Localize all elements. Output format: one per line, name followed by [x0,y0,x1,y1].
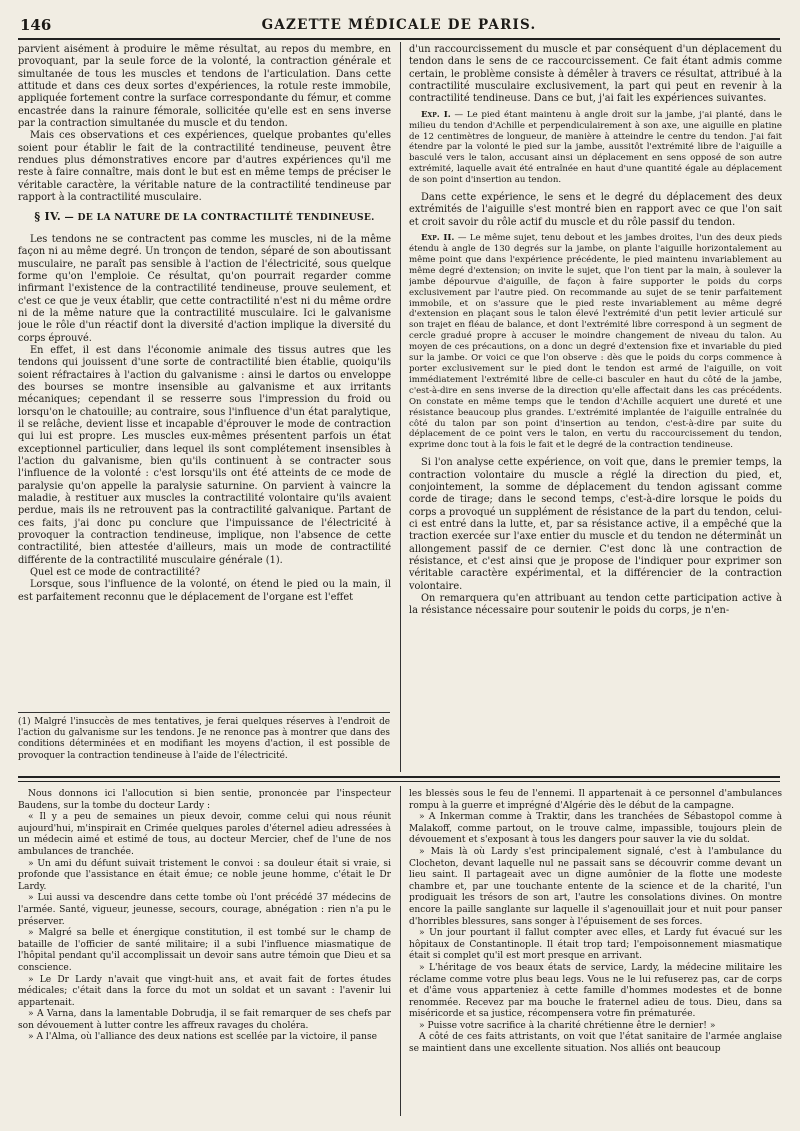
section-separator-thin [18,781,780,782]
bottom-left-column [18,789,391,1119]
paragraph: » A Varna, dans la lamentable Dobrudja, il se fait remarquer de ses chefs par son dévouement à lutter contre les affreux ravages du choléra. [18,1009,391,1031]
header-rule [18,38,780,40]
bottom-right-column [409,789,782,1119]
paragraph: » Le Dr Lardy n'avait que vingt-huit ans, et avait fait de fortes études médicales; c'était dans la force du mot un soldat et un savant : l'avenir lui appartenait. [18,974,391,1008]
paragraph: Dans cette expérience, le sens et le degré du déplacement des deux extrémités de l'aiguille s'est montré bien en rapport avec ce que l'on sait et croit savoir du rôle actif du muscle et du rôle passif du tendon. [409,192,782,228]
section-number: § IV. [34,210,62,224]
paragraph: parvient aisément à produire le même résultat, au repos du membre, en provoquant, par la seule force de la volonté, la contraction générale et simultanée de tous les muscles et tendons de l'articulation. Dans cette attitude et dans ces deux sortes d'expériences, la rotule reste immobile, appliquée fortement contre la surface correspondante du fémur, et comme encastrée dans la rainure fémorale, sollicitée qu'elle est en sens inverse par la contraction simultanée du muscle et du tendon. [18,44,391,130]
paragraph: » A Inkerman comme à Traktir, dans les tranchées de Sébastopol comme à Malakoff, comme partout, on le trouve calme, impassible, toujours plein de dévouement et s'exposant à tous les dangers pour sauver la vie du soldat. [409,812,782,846]
experiment-2 [409,233,782,451]
paragraph: » Lui aussi va descendre dans cette tombe où l'ont précédé 37 médecins de l'armée. Santé, vigueur, jeunesse, secours, courage, abnégation : rien n'a pu le préserver. [18,893,391,927]
column-divider-top [400,42,401,772]
experiment-text: — Le pied étant maintenu à angle droit sur la jambe, j'ai planté, dans le milieu du tendon d'Achille et perpendiculairement à son axe, une aiguille en platine de 12 centimètres de longueur, de manière à atteindre le centre du tendon. J'ai fait étendre par la volonté le pied sur la jambe, aussitôt l'extrémité libre de l'aiguille a basculé vers le talon, accusant ainsi un déplacement en sens opposé de son autre extrémité, laquelle avait été entraînée en haut d'une quantité égale au déplacement de son point d'insertion au tendon. [409,109,782,186]
top-right-column [409,44,782,772]
section-separator [18,776,780,778]
footnote-rule [18,712,390,713]
footnote [18,712,390,762]
experiment-1 [409,110,782,186]
paragraph: « Il y a peu de semaines un pieux devoir, comme celui qui nous réunit aujourd'hui, m'inspirait en Crimée quelques paroles d'éternel adieu adressées à un médecin aimé et estimé de tous, au docteur Mercier, chef de l'une de nos ambulances de tranchée. [18,812,391,857]
paragraph: On remarquera qu'en attribuant au tendon cette participation active à la résistance nécessaire pour soutenir le poids du corps, je n'en- [409,593,782,617]
paragraph: Si l'on analyse cette expérience, on voit que, dans le premier temps, la contraction volontaire du muscle a réglé la direction du pied, et, conjointement, la somme de déplacement du tendon agissant comme corde de tirage; dans le second temps, c'est-à-dire lorsque le poids du corps a provoqué un supplément de résistance de la part du tendon, celui-ci est entré dans la lutte, et, par sa résistance active, il a empêché que la traction exercée sur l'axe entier du muscle et du tendon ne déterminât un allongement passif de ce dernier. C'est donc là une contraction de résistance, et c'est ainsi que je propose de l'indiquer pour exprimer son véritable caractère expérimental, et la différencier de la contraction volontaire. [409,457,782,592]
section-heading [18,211,391,224]
paragraph: A côté de ces faits attristants, on voit que l'état sanitaire de l'armée anglaise se maintient dans une excellente situation. Nos alliés ont beaucoup [409,1032,782,1055]
paragraph: En effet, il est dans l'économie animale des tissus autres que les tendons qui jouissent d'une sorte de contractilité bien établie, quoiqu'ils soient réfractaires à l'action du galvanisme : ainsi le dartos ou enveloppe des bourses se montre insensible au galvanisme et aux irritants mécaniques; cependant il se resserre sous l'impression du froid ou lorsqu'on le chatouille; au contraire, sous l'influence d'un état paralytique, il se relâche, devient lisse et incapable d'éprouver le mode de contraction qui lui est propre. Les muscles eux-mêmes présentent parfois un état exceptionnel particulier, dans lequel ils sont complétement insensibles à l'action du galvanisme, bien qu'ils continuent à se contracter sous l'influence de la volonté : c'est lorsqu'ils ont été atteints de ce mode de paralysie qu'on appelle la paralysie saturnine. On parvient à vaincre la maladie, à restituer aux muscles la contractilité volontaire qu'ils avaient perdue, mais ils ne retrouvent pas la contractilité galvanique. Partant de ces faits, j'ai donc pu conclure que l'impuissance de l'électricité à provoquer la contraction tendineuse, implique, non l'absence de cette contractilité, bien attestée d'ailleurs, mais un mode de contractilité différente de la contractilité musculaire générale (1). [18,344,391,566]
experiment-label: Exp. I. [421,109,451,120]
experiment-label: Exp. II. [421,233,455,244]
paragraph: Mais ces observations et ces expériences, quelque probantes qu'elles soient pour établir le fait de la contractilité tendineuse, peuvent être rendues plus démonstratives encore par d'autres expériences qu'il me reste à faire connaître, mais dont le but est en même temps de préciser le véritable caractère, la véritable nature de la contractilité tendineuse par rapport à la contractilité musculaire. [18,130,391,204]
paragraph: » Un ami du défunt suivait tristement le convoi : sa douleur était si vraie, si profonde que l'assistance en était émue; ce noble jeune homme, c'était le Dr Lardy. [18,858,391,892]
paragraph: Quel est ce mode de contractilité? [30,567,201,579]
paragraph: Nous donnons ici l'allocution si bien sentie, prononcée par l'inspecteur Baudens, sur la tombe du docteur Lardy : [18,789,391,811]
paragraph: Lorsque, sous l'influence de la volonté, on étend le pied ou la main, il est parfaitement reconnu que le déplacement de l'organe est l'effet [18,579,391,603]
page-header [18,14,780,36]
top-left-column [18,44,391,708]
paragraph: » Mais là où Lardy s'est principalement signalé, c'est à l'ambulance du Clocheton, devant laquelle nul ne passait sans se découvrir comme devant un lieu saint. Il partageait avec un digne aumônier de la flotte une modeste chambre et, par une touchante entente de la science et de la charité, l'un prodiguait les trésors de son art, l'autre les consolations divines. On montre encore la paille sanglante sur laquelle il s'agenouillait jour et nuit pour panser d'horribles blessures, sans songer à l'épuisement de ses forces. [409,846,782,927]
paragraph: les blessés sous le feu de l'ennemi. Il appartenait à ce personnel d'ambulances rompu à la guerre et imprégné d'Algérie dès le début de la campagne. [409,789,782,811]
paragraph: Les tendons ne se contractent pas comme les muscles, ni de la même façon ni au même degré. Un tronçon de tendon, séparé de son aboutissant musculaire, ne paraît pas sensible à l'action de l'électricité, sous quelque forme qu'on l'emploie. Ce résultat, qu'on pourrait regarder comme infirmant l'existence de la contractilité tendineuse, prouve seulement, et c'est ce que je veux établir, que cette contractilité n'est ni du même ordre ni de la même nature que la contractilité musculaire. Ici le galvanisme joue le rôle d'un réactif dont la diversité d'action implique la diversité du corps éprouvé. [18,233,391,344]
journal-title: GAZETTE MÉDICALE DE PARIS. [261,17,537,33]
paragraph: » Malgré sa belle et énergique constitution, il est tombé sur le champ de bataille de l'officier de santé militaire; il a subi l'influence miasmatique de l'hôpital pendant qu'il accomplissait un devoir sans autre témoin que Dieu et sa conscience. [18,928,391,973]
footnote-text: (1) Malgré l'insuccès de mes tentatives, je ferai quelques réserves à l'endroit de l'action du galvanisme sur les tendons. Je ne renonce pas à montrer que dans des conditions déterminées et en modifiant les moyens d'action, il est possible de provoquer la contraction tendineuse à l'aide de l'électricité. [18,717,390,761]
paragraph: » A l'Alma, où l'alliance des deux nations est scellée par la victoire, il panse [28,1032,378,1043]
section-title: — DE LA NATURE DE LA CONTRACTILITÉ TENDINEUSE. [64,212,375,224]
paragraph: » Un jour pourtant il fallut compter avec elles, et Lardy fut évacué sur les hôpitaux de Constantinople. Il était trop tard; l'empoisonnement miasmatique était si complet qu'il est mort presque en arrivant. [409,928,782,962]
experiment-text: — Le même sujet, tenu debout et les jambes droites, l'un des deux pieds étendu à angle de 130 degrés sur la jambe, on plante l'aiguille horizontalement au même point que dans l'expérience précédente, le pied maintenu invariablement au même degré d'extension; on invite le sujet, que l'on tient par la main, à soulever la jambe dépourvue d'aiguille, de façon à faire supporter le poids du corps exclusivement par l'autre pied. On recommande au sujet de se tenir parfaitement immobile, et on s'assure que le pied reste invariablement au même degré d'extension en plaçant sous le talon élevé l'extrémité d'un petit levier articulé sur son trajet en fléau de balance, et dont l'extrémité libre correspond à un segment de cercle gradué propre à accuser le moindre changement de niveau du talon. Au moyen de ces précautions, on a donc un degré d'extension fixe et invariable du pied sur la jambe. Or voici ce que l'on observe : dès que le poids du corps commence à porter exclusivement sur le pied dont le tendon est armé de l'aiguille, on voit immédiatement l'extrémité libre de celle-ci basculer en haut du côté de la jambe, c'est-à-dire en sens inverse de la direction qu'elle affectait dans les cas précédents. On constate en même temps que le tendon d'Achille acquiert une dureté et une résistance beaucoup plus grandes. L'extrémité implantée de l'aiguille entraînée du côté du talon par son point d'insertion au tendon, c'est-à-dire par suite du déplacement de ce point vers le talon, en vertu du raccourcissement du tendon, exprime donc tout à la fois le fait et le degré de la contraction tendineuse. [409,233,782,451]
paragraph: » L'héritage de vos beaux états de service, Lardy, la médecine militaire les réclame comme votre plus beau legs. Vous ne le lui refuserez pas, car de corps et d'âme vous apparteniez à cette famille d'hommes modestes et de bonne renommée. Recevez par ma bouche le fraternel adieu de tous. Dieu, dans sa miséricorde et sa justice, récompensera votre fin prématurée. [409,962,782,1020]
paragraph: » Puisse votre sacrifice à la charité chrétienne être le dernier! » [419,1020,716,1031]
column-divider-bottom [400,786,401,1116]
paragraph: d'un raccourcissement du muscle et par conséquent d'un déplacement du tendon dans le sens de ce raccourcissement. Ce fait étant admis comme certain, le problème consiste à démêler à travers ce résultat, attribué à la contractilité musculaire exclusivement, la part qui peut en revenir à la contractilité tendineuse. Dans ce but, j'ai fait les expériences suivantes. [409,44,782,105]
page-number: 146 [20,16,52,34]
